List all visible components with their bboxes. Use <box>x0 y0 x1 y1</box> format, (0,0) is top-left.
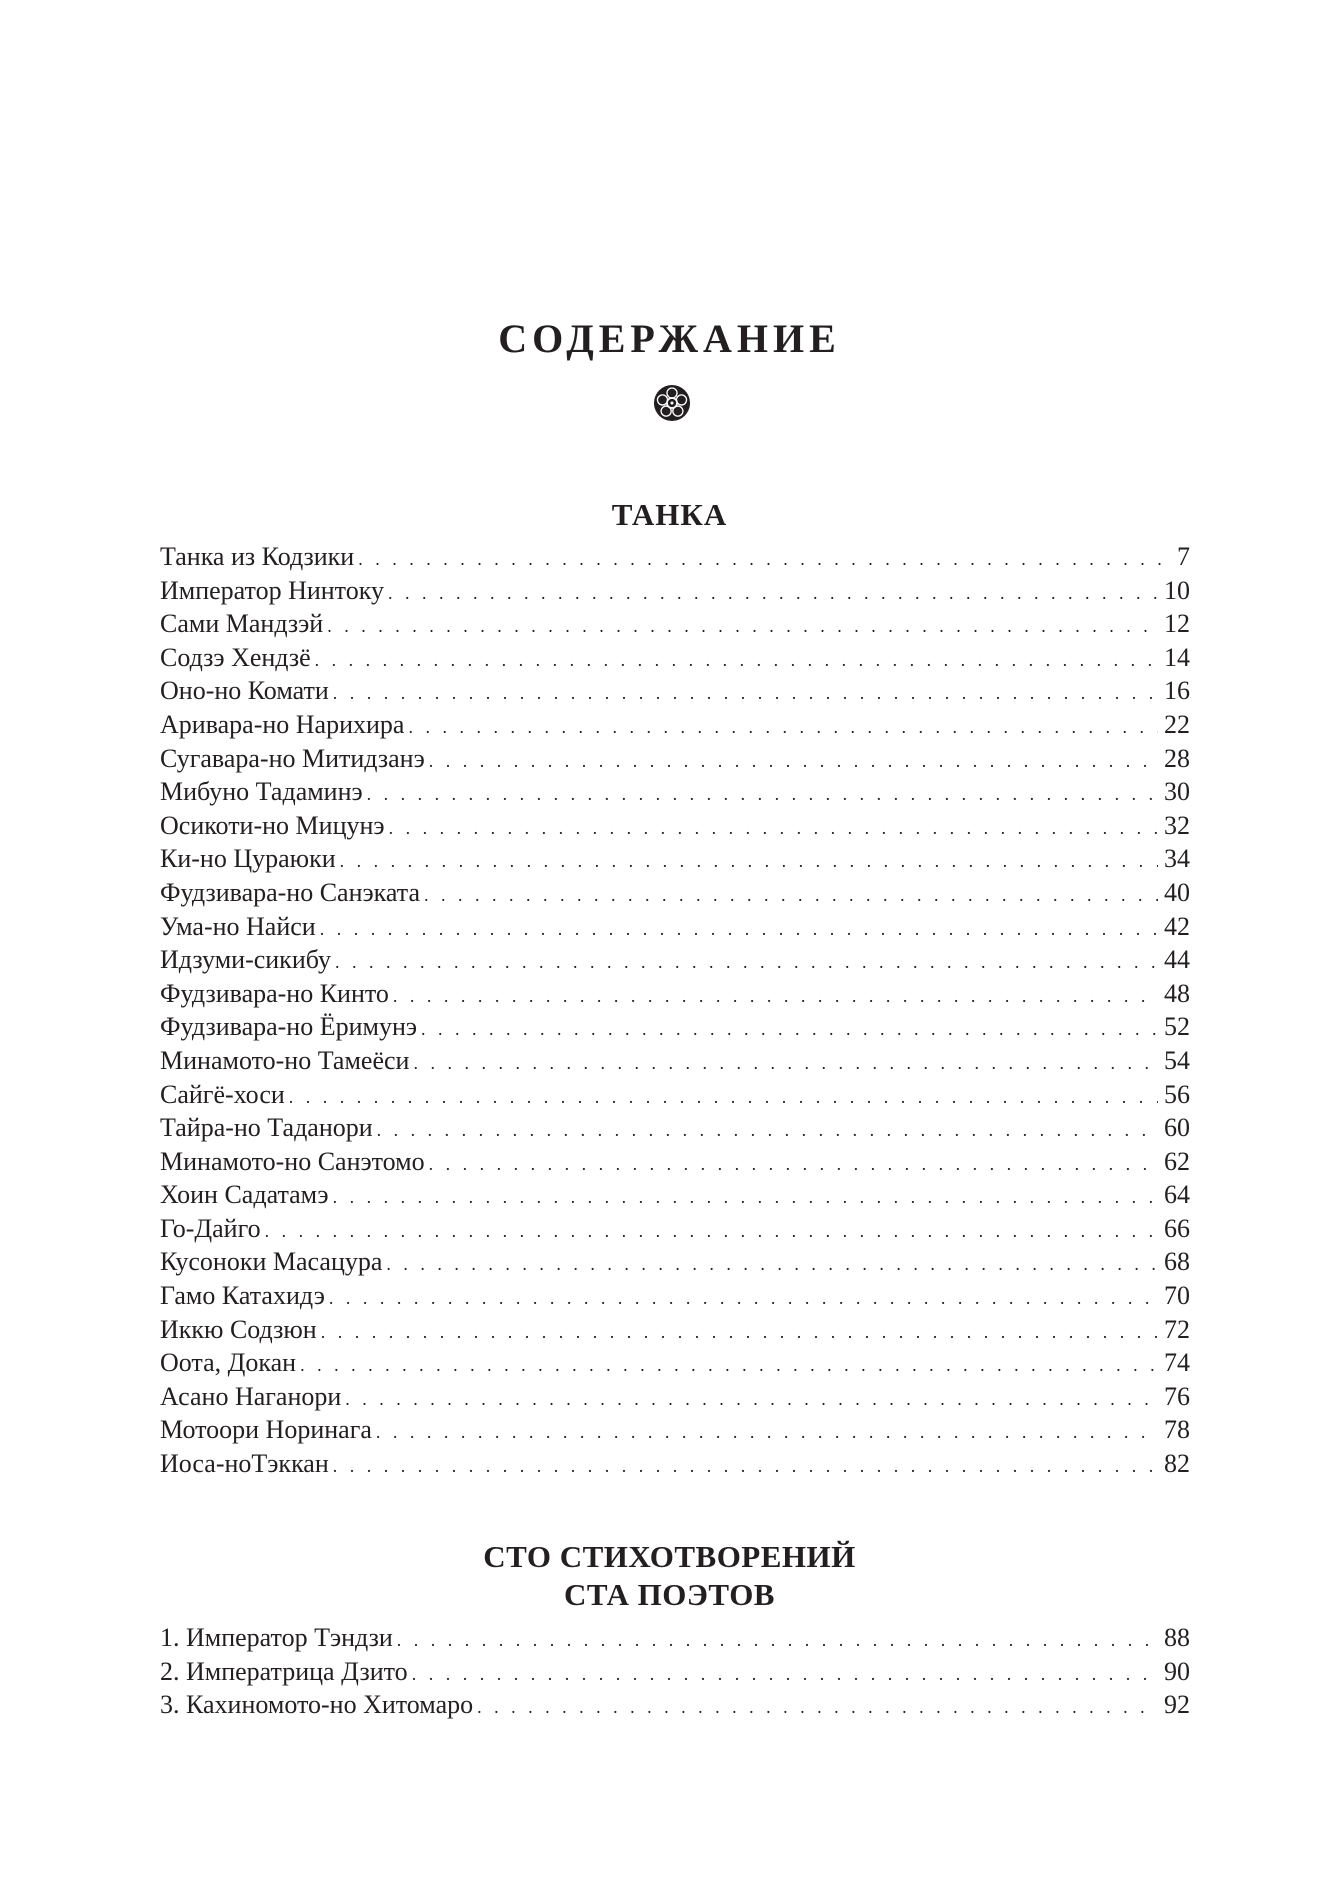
toc-entry-title: 2. Императрица Дзито <box>160 1656 408 1686</box>
toc-entry-title: Фудзивара-но Кинто <box>160 978 389 1008</box>
toc-entry-page: 16 <box>1164 676 1190 706</box>
toc-entry[interactable] <box>160 1621 1190 1655</box>
toc-entry-page: 10 <box>1164 575 1190 605</box>
dot-leader <box>477 1691 1158 1725</box>
toc-entry-page: 64 <box>1164 1180 1190 1210</box>
toc-entry-title: Мибуно Тадаминэ <box>160 777 363 807</box>
toc-entry-title: Танка из Кодзики <box>160 542 355 571</box>
toc-entry-title: 3. Кахиномото-но Хитомаро <box>160 1690 474 1720</box>
toc-entry-title: Содзэ Хендзё <box>160 642 311 672</box>
toc-entry-page: 28 <box>1164 743 1190 773</box>
dot-leader <box>333 677 1158 711</box>
dot-leader <box>388 577 1158 611</box>
toc-entry[interactable] <box>160 742 1190 776</box>
dot-leader <box>393 980 1158 1014</box>
toc-entry-title: Минамото-но Санэтомо <box>160 1146 425 1176</box>
toc-entry[interactable] <box>160 1145 1190 1179</box>
toc-entry[interactable] <box>160 876 1190 910</box>
dot-leader <box>397 1624 1158 1658</box>
toc-entry-title: Аривара-но Нарихира <box>160 709 405 739</box>
toc-entry-page: 56 <box>1164 1079 1190 1109</box>
toc-entry[interactable] <box>160 977 1190 1011</box>
dot-leader <box>389 812 1158 846</box>
page-title: СОДЕРЖАНИЕ <box>498 315 841 361</box>
toc-entry-page: 66 <box>1164 1213 1190 1243</box>
toc-entry[interactable] <box>160 809 1190 843</box>
toc-entry-page: 72 <box>1164 1314 1190 1344</box>
toc-entry[interactable] <box>160 1178 1190 1212</box>
toc-entry[interactable] <box>160 1413 1190 1447</box>
toc-entry-page: 48 <box>1164 978 1190 1008</box>
toc-entry-title: Мотоори Норинага <box>160 1415 372 1445</box>
dot-leader <box>335 946 1158 980</box>
toc-entry-title: Хоин Садатамэ <box>160 1180 329 1210</box>
toc-entry-page: 40 <box>1164 877 1190 907</box>
toc-entry[interactable] <box>160 1688 1190 1722</box>
dot-leader <box>329 1282 1158 1316</box>
dot-leader <box>367 778 1158 812</box>
toc-entry-page: 42 <box>1164 911 1190 941</box>
toc-entry[interactable] <box>160 1279 1190 1313</box>
dot-leader <box>386 1248 1158 1282</box>
section-title-line: СТО СТИХОТВОРЕНИЙ <box>483 1538 856 1574</box>
toc-entry-title: Сайгё-хоси <box>160 1079 285 1109</box>
toc-entry-page: 32 <box>1164 810 1190 840</box>
section-title-sto-stikhotvoreniy <box>0 1538 1339 1614</box>
toc-entry-page: 62 <box>1164 1146 1190 1176</box>
toc-entry-page: 14 <box>1164 642 1190 672</box>
dot-leader <box>412 1658 1158 1692</box>
toc-entry-page: 76 <box>1164 1381 1190 1411</box>
toc-entry[interactable] <box>160 641 1190 675</box>
toc-entry-title: Иоса-ноТэккан <box>160 1449 329 1479</box>
toc-entry[interactable] <box>160 1078 1190 1112</box>
toc-entry-page: 68 <box>1164 1247 1190 1277</box>
dot-leader <box>413 1047 1158 1081</box>
dot-leader <box>315 644 1158 678</box>
toc-entry-title: Сугавара-но Митидзанэ <box>160 743 425 773</box>
toc-entry-title: Оно-но Комати <box>160 676 329 706</box>
toc-entry[interactable] <box>160 1346 1190 1380</box>
toc-entry-title: Го-Дайго <box>160 1213 261 1243</box>
dot-leader <box>408 711 1158 745</box>
dot-leader <box>320 913 1158 947</box>
dot-leader <box>429 1148 1158 1182</box>
toc-entry-title: Асано Наганори <box>160 1381 342 1411</box>
toc-entry[interactable] <box>160 708 1190 742</box>
flower-rosette-icon <box>653 384 691 422</box>
toc-entry[interactable] <box>160 574 1190 608</box>
dot-leader <box>340 845 1158 879</box>
toc-entry-title: Иккю Содзюн <box>160 1314 317 1344</box>
toc-entry[interactable] <box>160 1655 1190 1689</box>
toc-entry-title: Фудзивара-но Ёримунэ <box>160 1012 418 1042</box>
toc-list-tanka <box>160 540 1190 1481</box>
toc-entry-page: 82 <box>1164 1449 1190 1479</box>
toc-entry-page: 90 <box>1164 1656 1190 1686</box>
toc-entry-title: Сами Мандзэй <box>160 609 324 639</box>
section-title-tanka <box>0 496 1339 534</box>
dot-leader <box>377 1114 1158 1148</box>
toc-entry-title: Гамо Катахидэ <box>160 1281 325 1311</box>
dot-leader <box>289 1081 1158 1115</box>
dot-leader <box>265 1215 1158 1249</box>
toc-entry-page: 88 <box>1164 1623 1190 1652</box>
toc-entry-page: 54 <box>1164 1045 1190 1075</box>
section-title-line: СТА ПОЭТОВ <box>564 1576 775 1612</box>
toc-entry[interactable] <box>160 1447 1190 1481</box>
toc-entry[interactable] <box>160 1313 1190 1347</box>
dot-leader <box>429 745 1158 779</box>
toc-entry-title: 1. Император Тэндзи <box>160 1623 393 1652</box>
toc-entry-page: 7 <box>1177 542 1190 571</box>
dot-leader <box>300 1349 1158 1383</box>
toc-entry[interactable] <box>160 1380 1190 1414</box>
toc-entry-title: Минамото-но Тамеёси <box>160 1045 410 1075</box>
toc-entry[interactable] <box>160 1111 1190 1145</box>
dot-leader <box>376 1416 1158 1450</box>
toc-entry-title: Ки-но Цураюки <box>160 844 336 874</box>
dot-leader <box>421 1013 1158 1047</box>
toc-list-sto-stikhotvoreniy <box>160 1621 1190 1722</box>
toc-entry[interactable] <box>160 1212 1190 1246</box>
toc-entry-page: 92 <box>1164 1690 1190 1720</box>
section-title-line: ТАНКА <box>611 496 728 532</box>
toc-entry[interactable] <box>160 607 1190 641</box>
toc-entry-title: Ума-но Найси <box>160 911 316 941</box>
toc-entry[interactable] <box>160 674 1190 708</box>
toc-entry[interactable] <box>160 775 1190 809</box>
toc-entry-page: 30 <box>1164 777 1190 807</box>
dot-leader <box>424 879 1158 913</box>
toc-entry-page: 74 <box>1164 1348 1190 1378</box>
toc-entry-page: 70 <box>1164 1281 1190 1311</box>
toc-entry-page: 78 <box>1164 1415 1190 1445</box>
toc-entry-page: 52 <box>1164 1012 1190 1042</box>
toc-entry[interactable] <box>160 1010 1190 1044</box>
toc-entry[interactable] <box>160 1245 1190 1279</box>
toc-entry-title: Тайра-но Таданори <box>160 1113 373 1143</box>
dot-leader <box>333 1181 1158 1215</box>
toc-entry-page: 34 <box>1164 844 1190 874</box>
toc-entry-page: 44 <box>1164 945 1190 975</box>
toc-entry[interactable] <box>160 540 1190 574</box>
dot-leader <box>327 610 1158 644</box>
dot-leader <box>345 1383 1158 1417</box>
dot-leader <box>333 1450 1158 1484</box>
toc-entry-page: 12 <box>1164 609 1190 639</box>
toc-entry-title: Идзуми-сикибу <box>160 945 331 975</box>
toc-entry[interactable] <box>160 1044 1190 1078</box>
toc-entry-title: Оота, Докан <box>160 1348 297 1378</box>
toc-entry-title: Осикоти-но Мицунэ <box>160 810 385 840</box>
toc-entry-page: 60 <box>1164 1113 1190 1143</box>
toc-entry[interactable] <box>160 943 1190 977</box>
dot-leader <box>321 1316 1158 1350</box>
toc-entry-title: Император Нинтоку <box>160 575 384 605</box>
toc-entry-page: 22 <box>1164 709 1190 739</box>
toc-entry[interactable] <box>160 910 1190 944</box>
toc-entry[interactable] <box>160 842 1190 876</box>
dot-leader <box>358 543 1171 577</box>
toc-entry-title: Кусоноки Масацура <box>160 1247 383 1277</box>
toc-entry-title: Фудзивара-но Санэката <box>160 877 420 907</box>
